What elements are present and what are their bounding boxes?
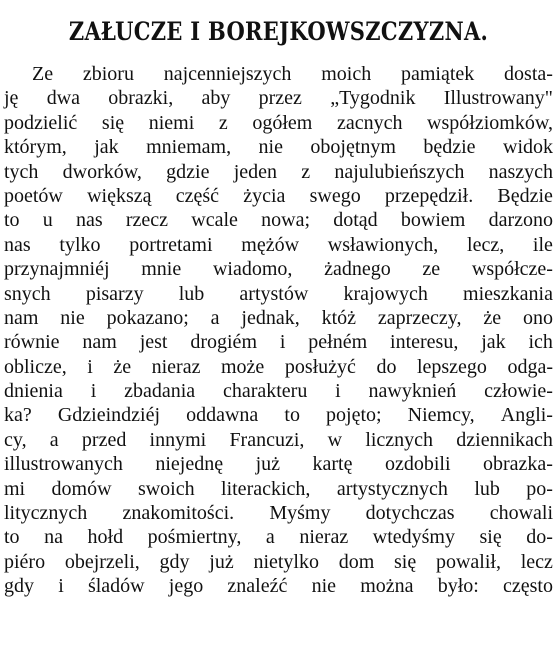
- word: krajowych: [343, 282, 428, 305]
- word: Angli-: [500, 404, 553, 427]
- word: zacnych: [336, 111, 403, 134]
- text-line: [4, 574, 553, 598]
- word: zaprzeczy,: [377, 306, 462, 329]
- word: lub: [178, 282, 205, 305]
- text-line: [4, 355, 553, 379]
- word: innymi: [149, 428, 207, 451]
- word: obejrzeli,: [64, 550, 140, 573]
- word: że: [483, 306, 502, 329]
- word: którym,: [4, 136, 67, 159]
- word: drogiém: [190, 331, 257, 354]
- word: to: [4, 209, 20, 232]
- word: ile: [532, 233, 553, 256]
- word: jest: [139, 331, 168, 354]
- text-line: [4, 403, 553, 427]
- word: Gdzieindziéj: [57, 404, 161, 427]
- word: że: [113, 355, 132, 378]
- word: śladów: [87, 575, 145, 598]
- word: nie: [311, 575, 336, 598]
- word: wcale: [191, 209, 238, 232]
- word: któż: [321, 306, 356, 329]
- word: było:: [437, 575, 479, 598]
- word: z: [218, 111, 228, 134]
- text-line: [4, 208, 553, 232]
- word: rzecz: [125, 209, 169, 232]
- word: niemi: [148, 111, 195, 134]
- word: kartę: [312, 453, 353, 476]
- word: widok: [503, 136, 553, 159]
- word: lub: [474, 477, 500, 500]
- text-line: [4, 62, 553, 86]
- word: obojętnym: [310, 136, 396, 159]
- word: cy,: [4, 428, 27, 451]
- word: podzielić: [4, 111, 78, 134]
- word: moich: [321, 63, 372, 85]
- word: współziomków,: [427, 111, 553, 134]
- word: illustrowanych: [4, 453, 123, 476]
- word: dziennikach: [456, 428, 553, 451]
- word: swoich: [137, 477, 195, 500]
- word: tylko: [59, 233, 101, 256]
- text-line: [4, 477, 553, 501]
- word: i: [335, 380, 341, 403]
- word: lecz: [520, 550, 553, 573]
- word: dwa: [46, 87, 81, 110]
- word: ozdobili: [384, 453, 451, 476]
- word: jak: [94, 136, 119, 159]
- word: to: [284, 404, 300, 427]
- word: nie: [258, 136, 283, 159]
- word: jak: [481, 331, 506, 354]
- word: Illustrowany": [443, 87, 553, 110]
- word: już: [255, 453, 281, 476]
- word: dosta-: [504, 63, 553, 85]
- word: współcze-: [471, 258, 553, 281]
- word: człowie-: [484, 380, 553, 403]
- word: obrazki,: [108, 87, 174, 110]
- word: artystycznych: [336, 477, 448, 500]
- word: powalił,: [435, 550, 501, 573]
- word: gdy: [159, 550, 190, 573]
- word: nam: [82, 331, 117, 354]
- word: jego: [168, 575, 204, 598]
- word: nowa;: [261, 209, 311, 232]
- word: znakomitości.: [122, 502, 235, 525]
- text-line: [4, 257, 553, 281]
- word: posłużyć: [284, 355, 356, 378]
- word: obrazka-: [483, 453, 553, 476]
- word: i: [58, 575, 64, 598]
- word: ka?: [4, 404, 32, 427]
- text-line: [4, 111, 553, 135]
- word: dotychczas: [365, 502, 455, 525]
- word: oblicze,: [4, 355, 67, 378]
- word: pokazano;: [106, 306, 189, 329]
- text-line: [4, 525, 553, 549]
- word: a: [265, 526, 275, 549]
- word: mieszkania: [463, 282, 553, 305]
- word: do: [376, 355, 397, 378]
- text-line: [4, 86, 553, 110]
- text-line: [4, 379, 553, 403]
- word: licznych: [365, 428, 434, 451]
- word: nam: [4, 306, 39, 329]
- word: nietylko: [253, 550, 319, 573]
- word: przez: [258, 87, 302, 110]
- word: przynajmniéj: [4, 258, 110, 281]
- word: równie: [4, 331, 60, 354]
- word: się: [394, 550, 417, 573]
- article-body: [4, 62, 553, 599]
- word: część: [175, 184, 220, 207]
- word: oddawna: [186, 404, 259, 427]
- word: domów: [51, 477, 112, 500]
- word: pisarzy: [85, 282, 144, 305]
- article-title: ZAŁUCZE I BOREJKOWSZCZYZNA.: [68, 16, 489, 46]
- text-line: [4, 452, 553, 476]
- word: to: [4, 526, 20, 549]
- word: zbadania: [124, 380, 196, 403]
- word: Ze: [32, 63, 54, 85]
- word: hołd: [87, 526, 124, 549]
- word: mniemam,: [146, 136, 232, 159]
- word: jeden: [233, 160, 278, 183]
- word: wtedyśmy: [372, 526, 455, 549]
- word: ję: [4, 87, 19, 110]
- word: Myśmy: [269, 502, 331, 525]
- word: znaleźć: [227, 575, 288, 598]
- word: ono: [522, 306, 553, 329]
- word: dworków,: [62, 160, 142, 183]
- word: jednak,: [241, 306, 300, 329]
- text-line: [4, 550, 553, 574]
- word: tych: [4, 160, 39, 183]
- word: poetów: [4, 184, 63, 207]
- word: ze: [422, 258, 441, 281]
- word: lepszego: [416, 355, 487, 378]
- word: wsławionych,: [327, 233, 439, 256]
- word: może: [221, 355, 265, 378]
- word: się: [101, 111, 125, 134]
- word: aby: [201, 87, 231, 110]
- word: żadnego: [324, 258, 391, 281]
- word: artystów: [239, 282, 309, 305]
- word: nieraz: [151, 355, 201, 378]
- text-line: [4, 184, 553, 208]
- word: nas: [76, 209, 103, 232]
- word: ich: [528, 331, 553, 354]
- word: pamiątek: [400, 63, 475, 85]
- text-line: [4, 160, 553, 184]
- word: najcenniejszych: [163, 63, 292, 85]
- word: lecz,: [467, 233, 505, 256]
- word: mężów: [241, 233, 300, 256]
- word: a: [210, 306, 220, 329]
- word: najulubieńszych: [334, 160, 465, 183]
- word: literackich,: [221, 477, 311, 500]
- word: dom: [338, 550, 375, 573]
- word: wiadomo,: [212, 258, 293, 281]
- word: naszych: [488, 160, 553, 183]
- word: i: [279, 331, 286, 354]
- text-line: [4, 330, 553, 354]
- word: z: [301, 160, 311, 183]
- word: się: [479, 526, 502, 549]
- word: już: [209, 550, 234, 573]
- word: często: [503, 575, 553, 598]
- word: i: [87, 355, 93, 378]
- word: nawyknień: [368, 380, 457, 403]
- word: nieraz: [299, 526, 349, 549]
- word: przepędził.: [384, 184, 474, 207]
- word: na: [44, 526, 63, 549]
- word: litycznych: [4, 502, 88, 525]
- text-line: [4, 501, 553, 525]
- word: darzono: [488, 209, 553, 232]
- word: odga-: [507, 355, 553, 378]
- text-line: [4, 428, 553, 452]
- word: gdy: [4, 575, 34, 598]
- word: charakteru: [222, 380, 308, 403]
- word: zbioru: [82, 63, 134, 85]
- word: a: [49, 428, 59, 451]
- text-line: [4, 233, 553, 257]
- word: gdzie: [166, 160, 210, 183]
- word: „Tygodnik: [330, 87, 416, 110]
- word: niejednę: [155, 453, 224, 476]
- word: portretami: [129, 233, 213, 256]
- word: Będzie: [497, 184, 553, 207]
- text-line: [4, 282, 553, 306]
- word: można: [360, 575, 414, 598]
- word: dotąd: [333, 209, 378, 232]
- text-line: [4, 306, 553, 330]
- word: w: [327, 428, 343, 451]
- word: Francuzi,: [229, 428, 305, 451]
- word: piéro: [4, 550, 46, 573]
- word: przed: [81, 428, 127, 451]
- word: mnie: [141, 258, 182, 281]
- word: snych: [4, 282, 51, 305]
- word: Niemcy,: [407, 404, 475, 427]
- word: pojęto;: [326, 404, 382, 427]
- word: mi: [4, 477, 26, 500]
- word: nas: [4, 233, 31, 256]
- word: większą: [87, 184, 152, 207]
- word: chowali: [489, 502, 553, 525]
- word: do-: [526, 526, 553, 549]
- word: pośmiertny,: [147, 526, 242, 549]
- word: dnienia: [4, 380, 63, 403]
- word: interesu,: [390, 331, 459, 354]
- word: nie: [60, 306, 85, 329]
- word: i: [90, 380, 97, 403]
- word: będzie: [423, 136, 476, 159]
- word: ogółem: [252, 111, 313, 134]
- word: pełném: [308, 331, 368, 354]
- word: swego: [309, 184, 361, 207]
- word: bowiem: [400, 209, 466, 232]
- text-line: [4, 135, 553, 159]
- word: życia: [243, 184, 286, 207]
- word: po-: [526, 477, 553, 500]
- word: u: [42, 209, 53, 232]
